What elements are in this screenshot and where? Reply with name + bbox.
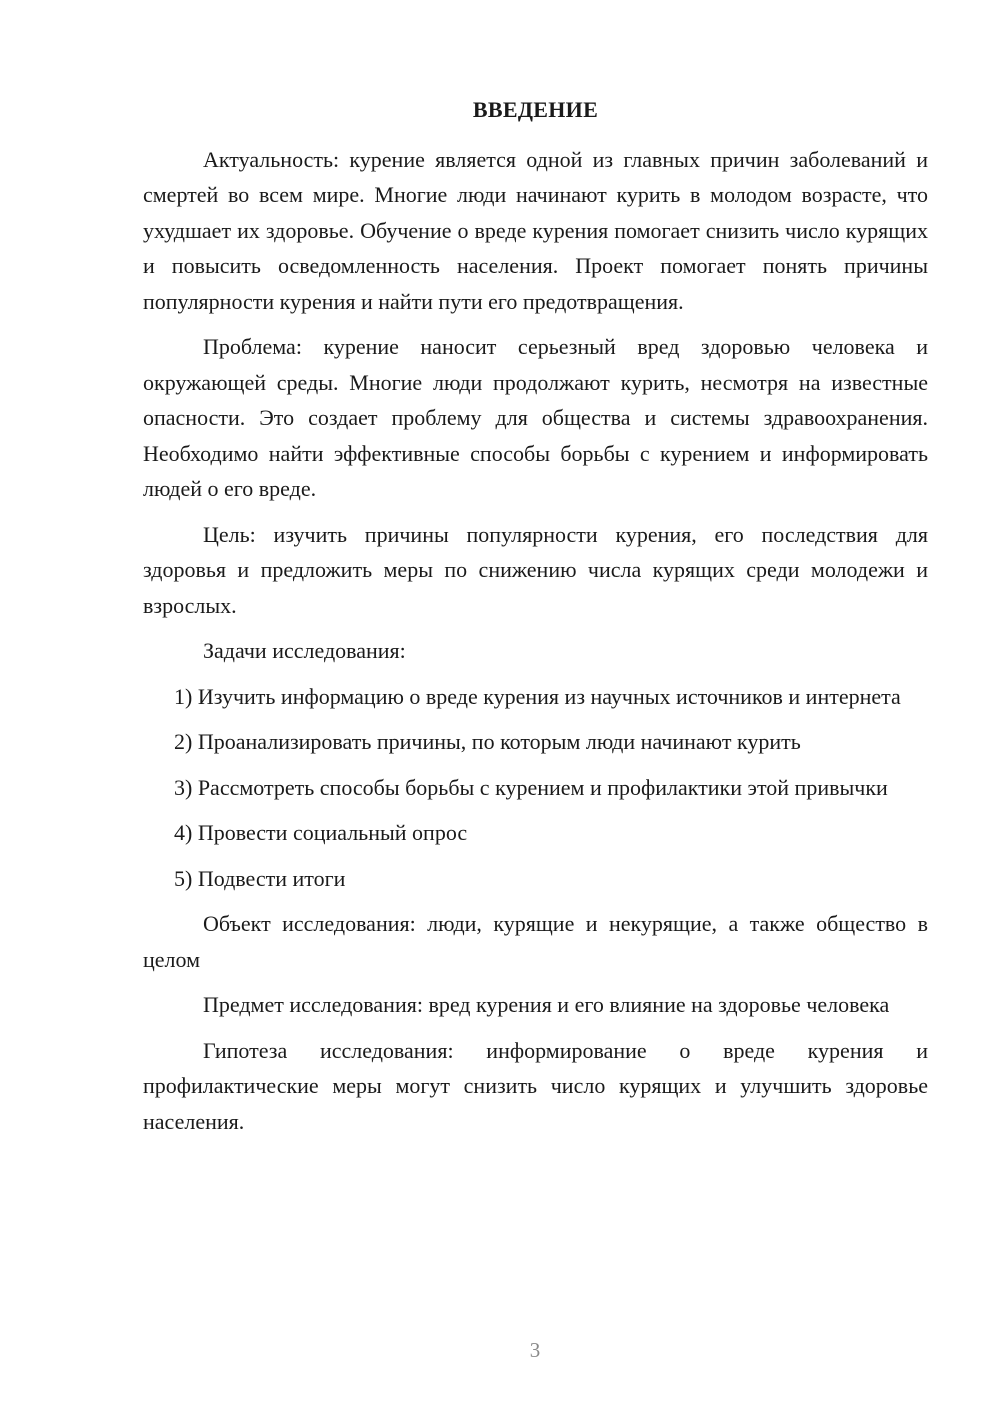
paragraph-problem: Проблема: курение наносит серьезный вред здоровью человека и окружающей среды. Многие люди продолжают курить, несмотря на известные опасности. Это создает проблему для общества и системы здравоохранения. Необходимо найти эффективные способы борьбы с курением и информировать людей о его вреде. — [143, 334, 928, 501]
paragraph-subject: Предмет исследования: вред курения и его влияние на здоровье человека — [203, 992, 890, 1017]
tasks-heading: Задачи исследования: — [203, 638, 406, 663]
paragraph-goal: Цель: изучить причины популярности курения, его последствия для здоровья и предложить меры по снижению числа курящих среди молодежи и взрослых. — [143, 521, 928, 618]
task-item-2: 2) Проанализировать причины, по которым люди начинают курить — [174, 729, 801, 754]
paragraph-relevance: Актуальность: курение является одной из главных причин заболеваний и смертей во всем мире. Многие люди начинают курить в молодом возрасте, что ухудшает их здоровье. Обучение о вреде курения помогает снизить число курящих и повысить осведомленность населения. Проект помогает понять причины популярности курения и найти пути его предотвращения. — [143, 146, 928, 314]
page-number: 3 — [529, 1338, 541, 1362]
task-item-3: 3) Рассмотреть способы борьбы с курением и профилактики этой привычки — [174, 774, 888, 800]
page-content — [143, 92, 928, 1149]
task-item-5: 5) Подвести итоги — [174, 865, 346, 891]
task-item-1: 1) Изучить информацию о вреде курения из научных источников и интернета — [174, 683, 901, 709]
paragraph-hypothesis: Гипотеза исследования: информирование о вреде курения и профилактические меры могут снизить число курящих и улучшить здоровье населения. — [143, 1037, 928, 1134]
task-item-4: 4) Провести социальный опрос — [174, 820, 468, 845]
paragraph-object: Объект исследования: люди, курящие и некурящие, а также общество в целом — [143, 911, 928, 972]
page-title: ВВЕДЕНИЕ — [472, 97, 599, 122]
